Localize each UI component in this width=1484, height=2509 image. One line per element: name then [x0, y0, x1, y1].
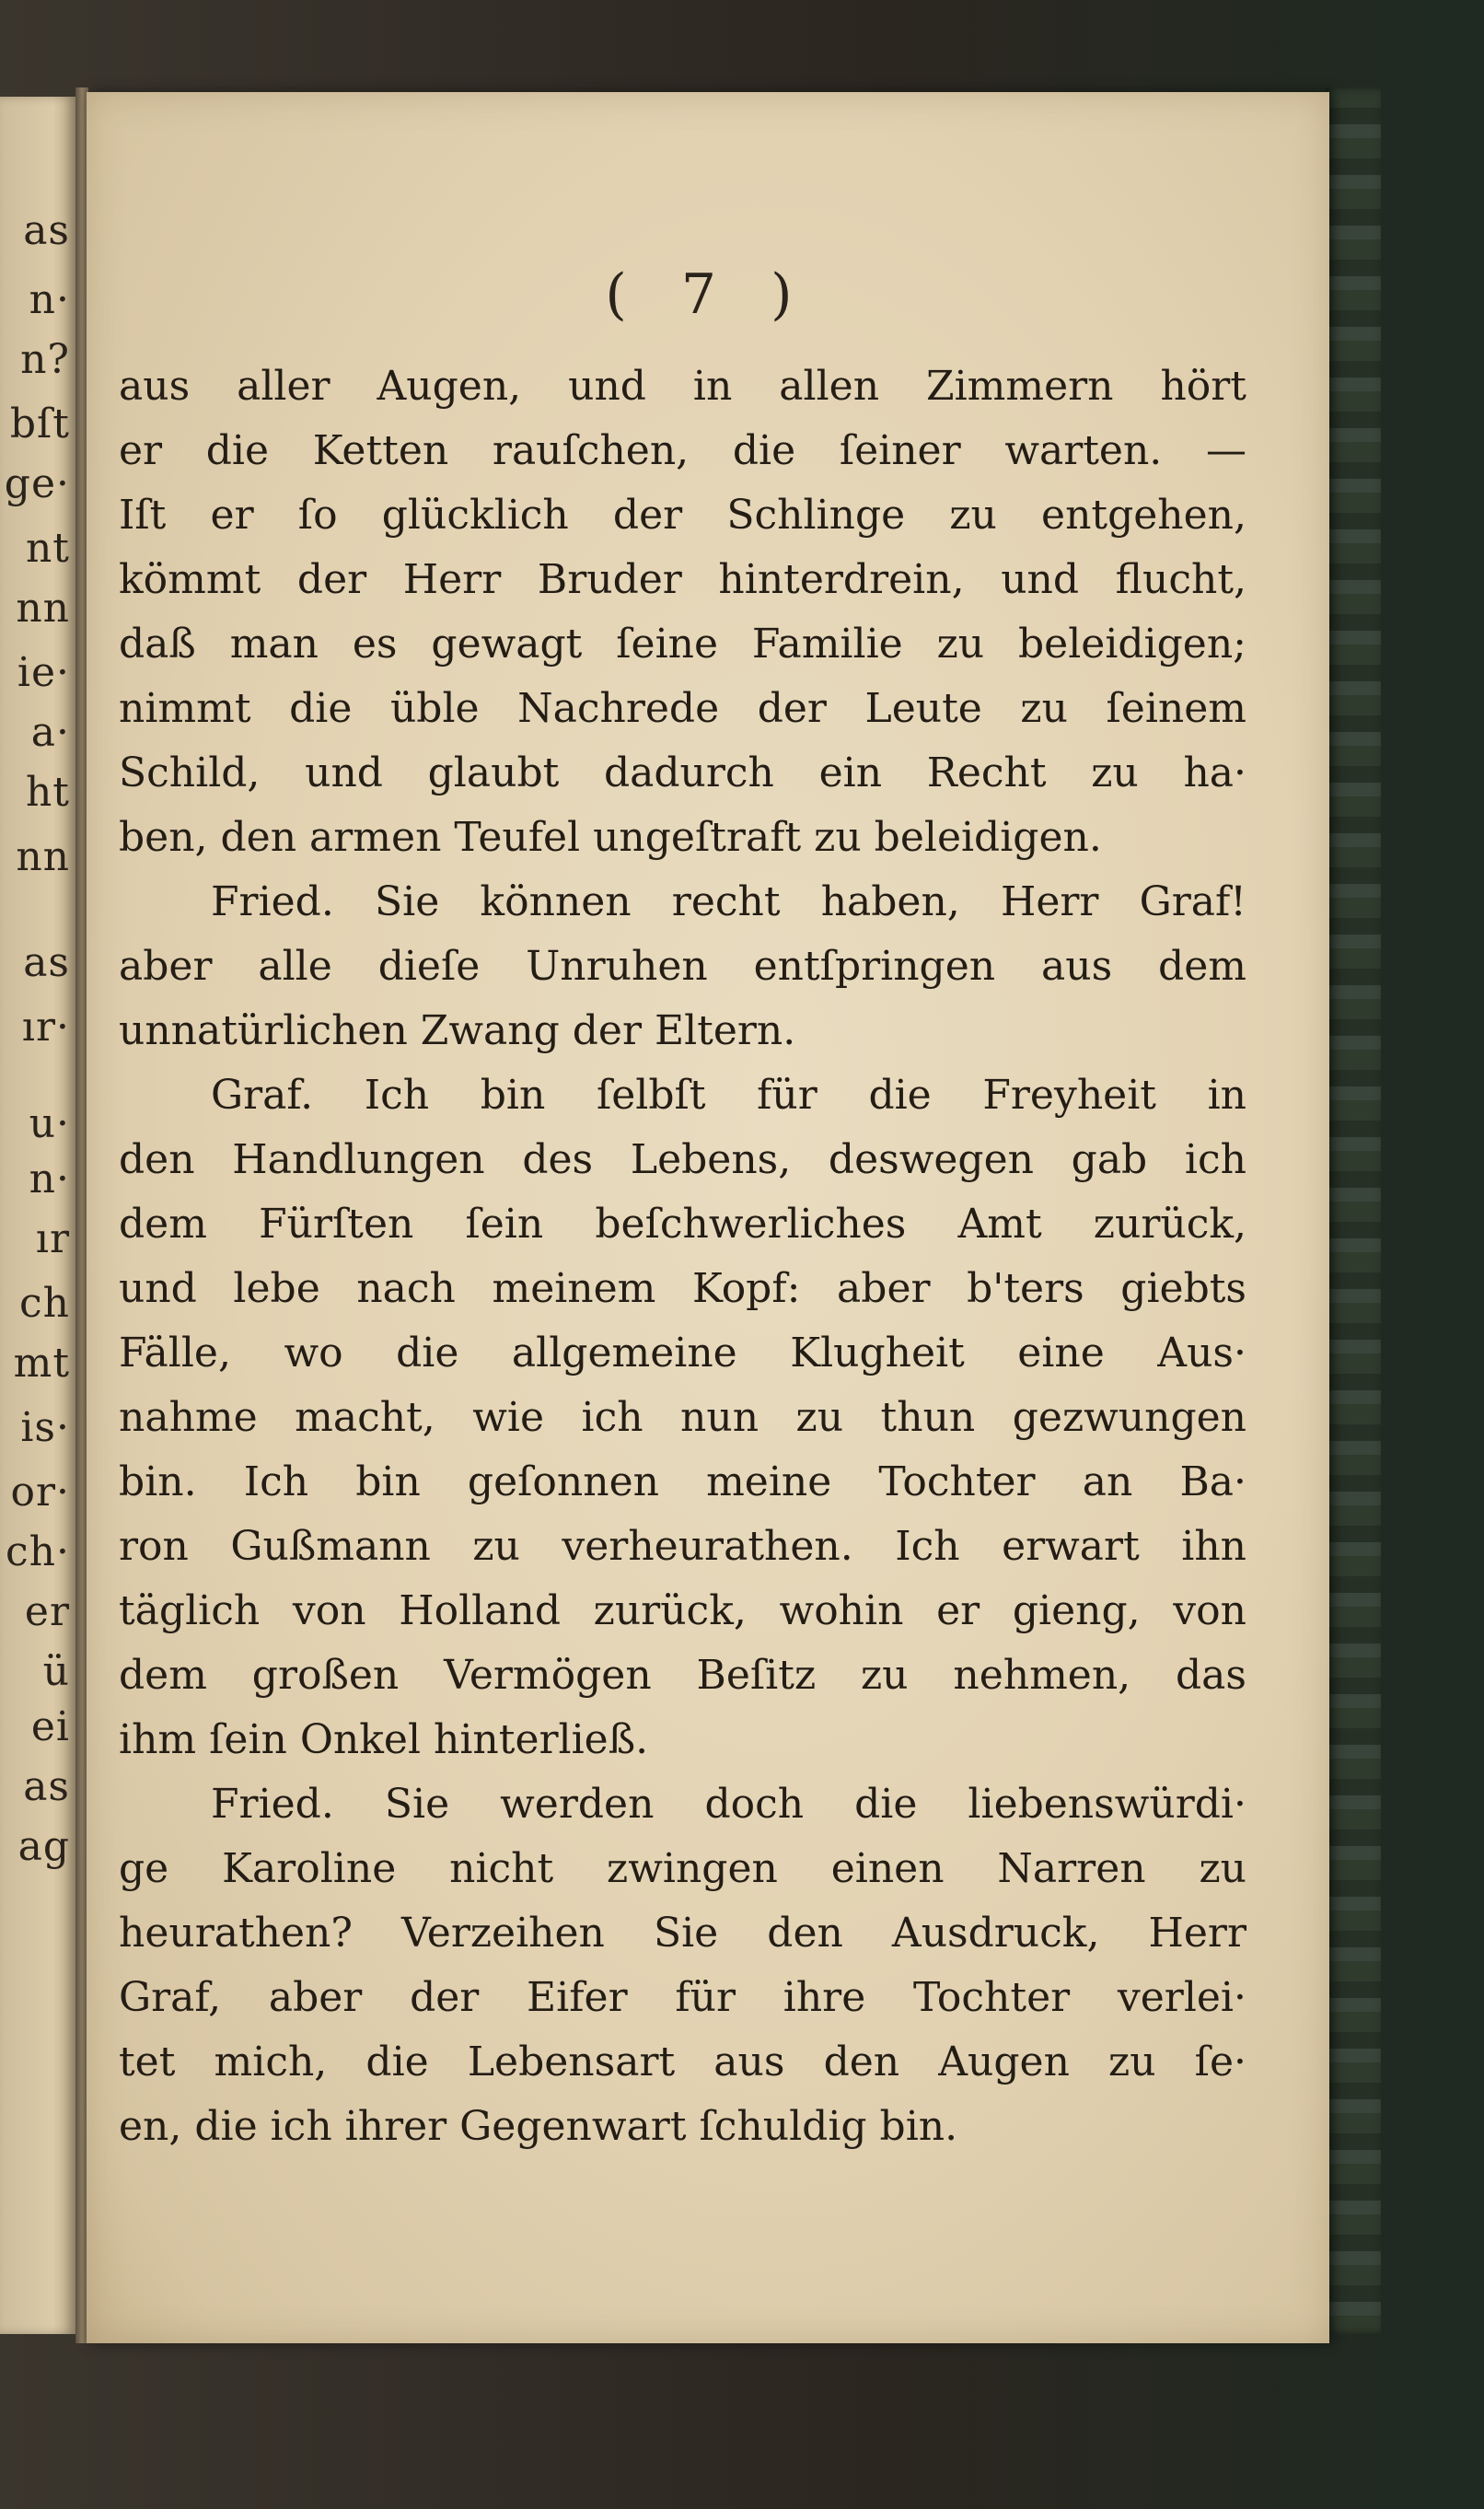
facing-page-fragment: ır: [35, 1215, 70, 1262]
facing-page-fragment: ır·: [21, 1004, 70, 1051]
text-line: ben, den armen Teufel ungeſtraft zu beleidigen.: [119, 814, 1102, 861]
text-line: Fälle, wo die allgemeine Klugheit eine Aus·: [119, 1330, 1246, 1376]
text-line: und lebe nach meinem Kopf: aber b'ters giebts: [119, 1265, 1246, 1312]
facing-page-fragment: n·: [29, 276, 70, 323]
text-line: Fried. Sie können recht haben, Herr Graf!: [211, 878, 1246, 925]
book-cover-edge: [1326, 87, 1381, 2334]
facing-page-fragment: bſt: [9, 401, 70, 447]
facing-page-fragment: ge·: [4, 460, 70, 507]
facing-page-fragment: is·: [20, 1404, 70, 1451]
text-line: bin. Ich bin geſonnen meine Tochter an Ba·: [119, 1458, 1246, 1505]
facing-page-fragment: ch·: [6, 1528, 70, 1575]
facing-page-fragment: n·: [29, 1156, 70, 1202]
facing-page-fragment: ag: [17, 1823, 70, 1870]
text-line: nimmt die üble Nachrede der Leute zu ſeinem: [119, 685, 1246, 732]
text-line: aber alle dieſe Unruhen entſpringen aus dem: [119, 943, 1246, 990]
facing-page-fragment: nt: [25, 525, 70, 572]
facing-page-fragment: mt: [13, 1340, 70, 1387]
previous-page-edge: [0, 97, 75, 2334]
text-line: ihm ſein Onkel hinterließ.: [119, 1716, 649, 1763]
text-line: unnatürlichen Zwang der Eltern.: [119, 1007, 796, 1054]
facing-page-fragment: nn: [16, 833, 70, 880]
text-line: aus aller Augen, und in allen Zimmern hört: [119, 363, 1246, 410]
facing-page-fragment: nn: [16, 585, 70, 632]
text-line: den Handlungen des Lebens, deswegen gab ich: [119, 1136, 1246, 1183]
facing-page-fragment: n?: [20, 336, 70, 383]
text-line: er die Ketten rauſchen, die ſeiner warten. —: [119, 427, 1246, 474]
facing-page-fragment: u·: [29, 1100, 70, 1147]
facing-page-fragment: ch: [19, 1280, 70, 1327]
text-line: dem großen Vermögen Beſitz zu nehmen, das: [119, 1652, 1246, 1699]
text-line: nahme macht, wie ich nun zu thun gezwungen: [119, 1394, 1246, 1441]
facing-page-fragment: er: [24, 1588, 70, 1635]
text-line: en, die ich ihrer Gegenwart ſchuldig bin.: [119, 2103, 958, 2150]
text-line: daß man es gewagt ſeine Familie zu beleidigen;: [119, 621, 1246, 668]
facing-page-fragment: as: [23, 1763, 70, 1810]
page-number: ( 7 ): [605, 262, 811, 327]
facing-page-fragment: or·: [10, 1469, 70, 1516]
text-line: heurathen? Verzeihen Sie den Ausdruck, Herr: [119, 1910, 1246, 1957]
facing-page-fragment: as: [23, 939, 70, 986]
book-page: [87, 92, 1329, 2343]
text-line: Fried. Sie werden doch die liebenswürdi·: [211, 1781, 1246, 1828]
facing-page-fragment: ei: [30, 1703, 70, 1750]
text-line: tet mich, die Lebensart aus den Augen zu ſe·: [119, 2039, 1246, 2085]
text-line: Graf, aber der Eifer für ihre Tochter verlei·: [119, 1974, 1246, 2021]
text-line: Schild, und glaubt dadurch ein Recht zu ha·: [119, 749, 1246, 796]
text-line: kömmt der Herr Bruder hinterdrein, und flucht,: [119, 556, 1246, 603]
text-line: Graf. Ich bin ſelbſt für die Freyheit in: [211, 1072, 1246, 1119]
text-line: ge Karoline nicht zwingen einen Narren zu: [119, 1845, 1246, 1892]
facing-page-fragment: ü: [42, 1648, 70, 1695]
text-line: täglich von Holland zurück, wohin er gieng, von: [119, 1587, 1246, 1634]
facing-page-fragment: ie·: [17, 649, 70, 696]
facing-page-fragment: as: [23, 207, 70, 254]
facing-page-fragment: ht: [25, 769, 70, 816]
facing-page-fragment: a·: [30, 709, 70, 756]
text-line: dem Fürſten ſein beſchwerliches Amt zurück,: [119, 1201, 1246, 1248]
text-line: Iſt er ſo glücklich der Schlinge zu entgehen,: [119, 492, 1246, 539]
text-line: ron Gußmann zu verheurathen. Ich erwart ihn: [119, 1523, 1246, 1570]
page-text: [119, 354, 1246, 2159]
